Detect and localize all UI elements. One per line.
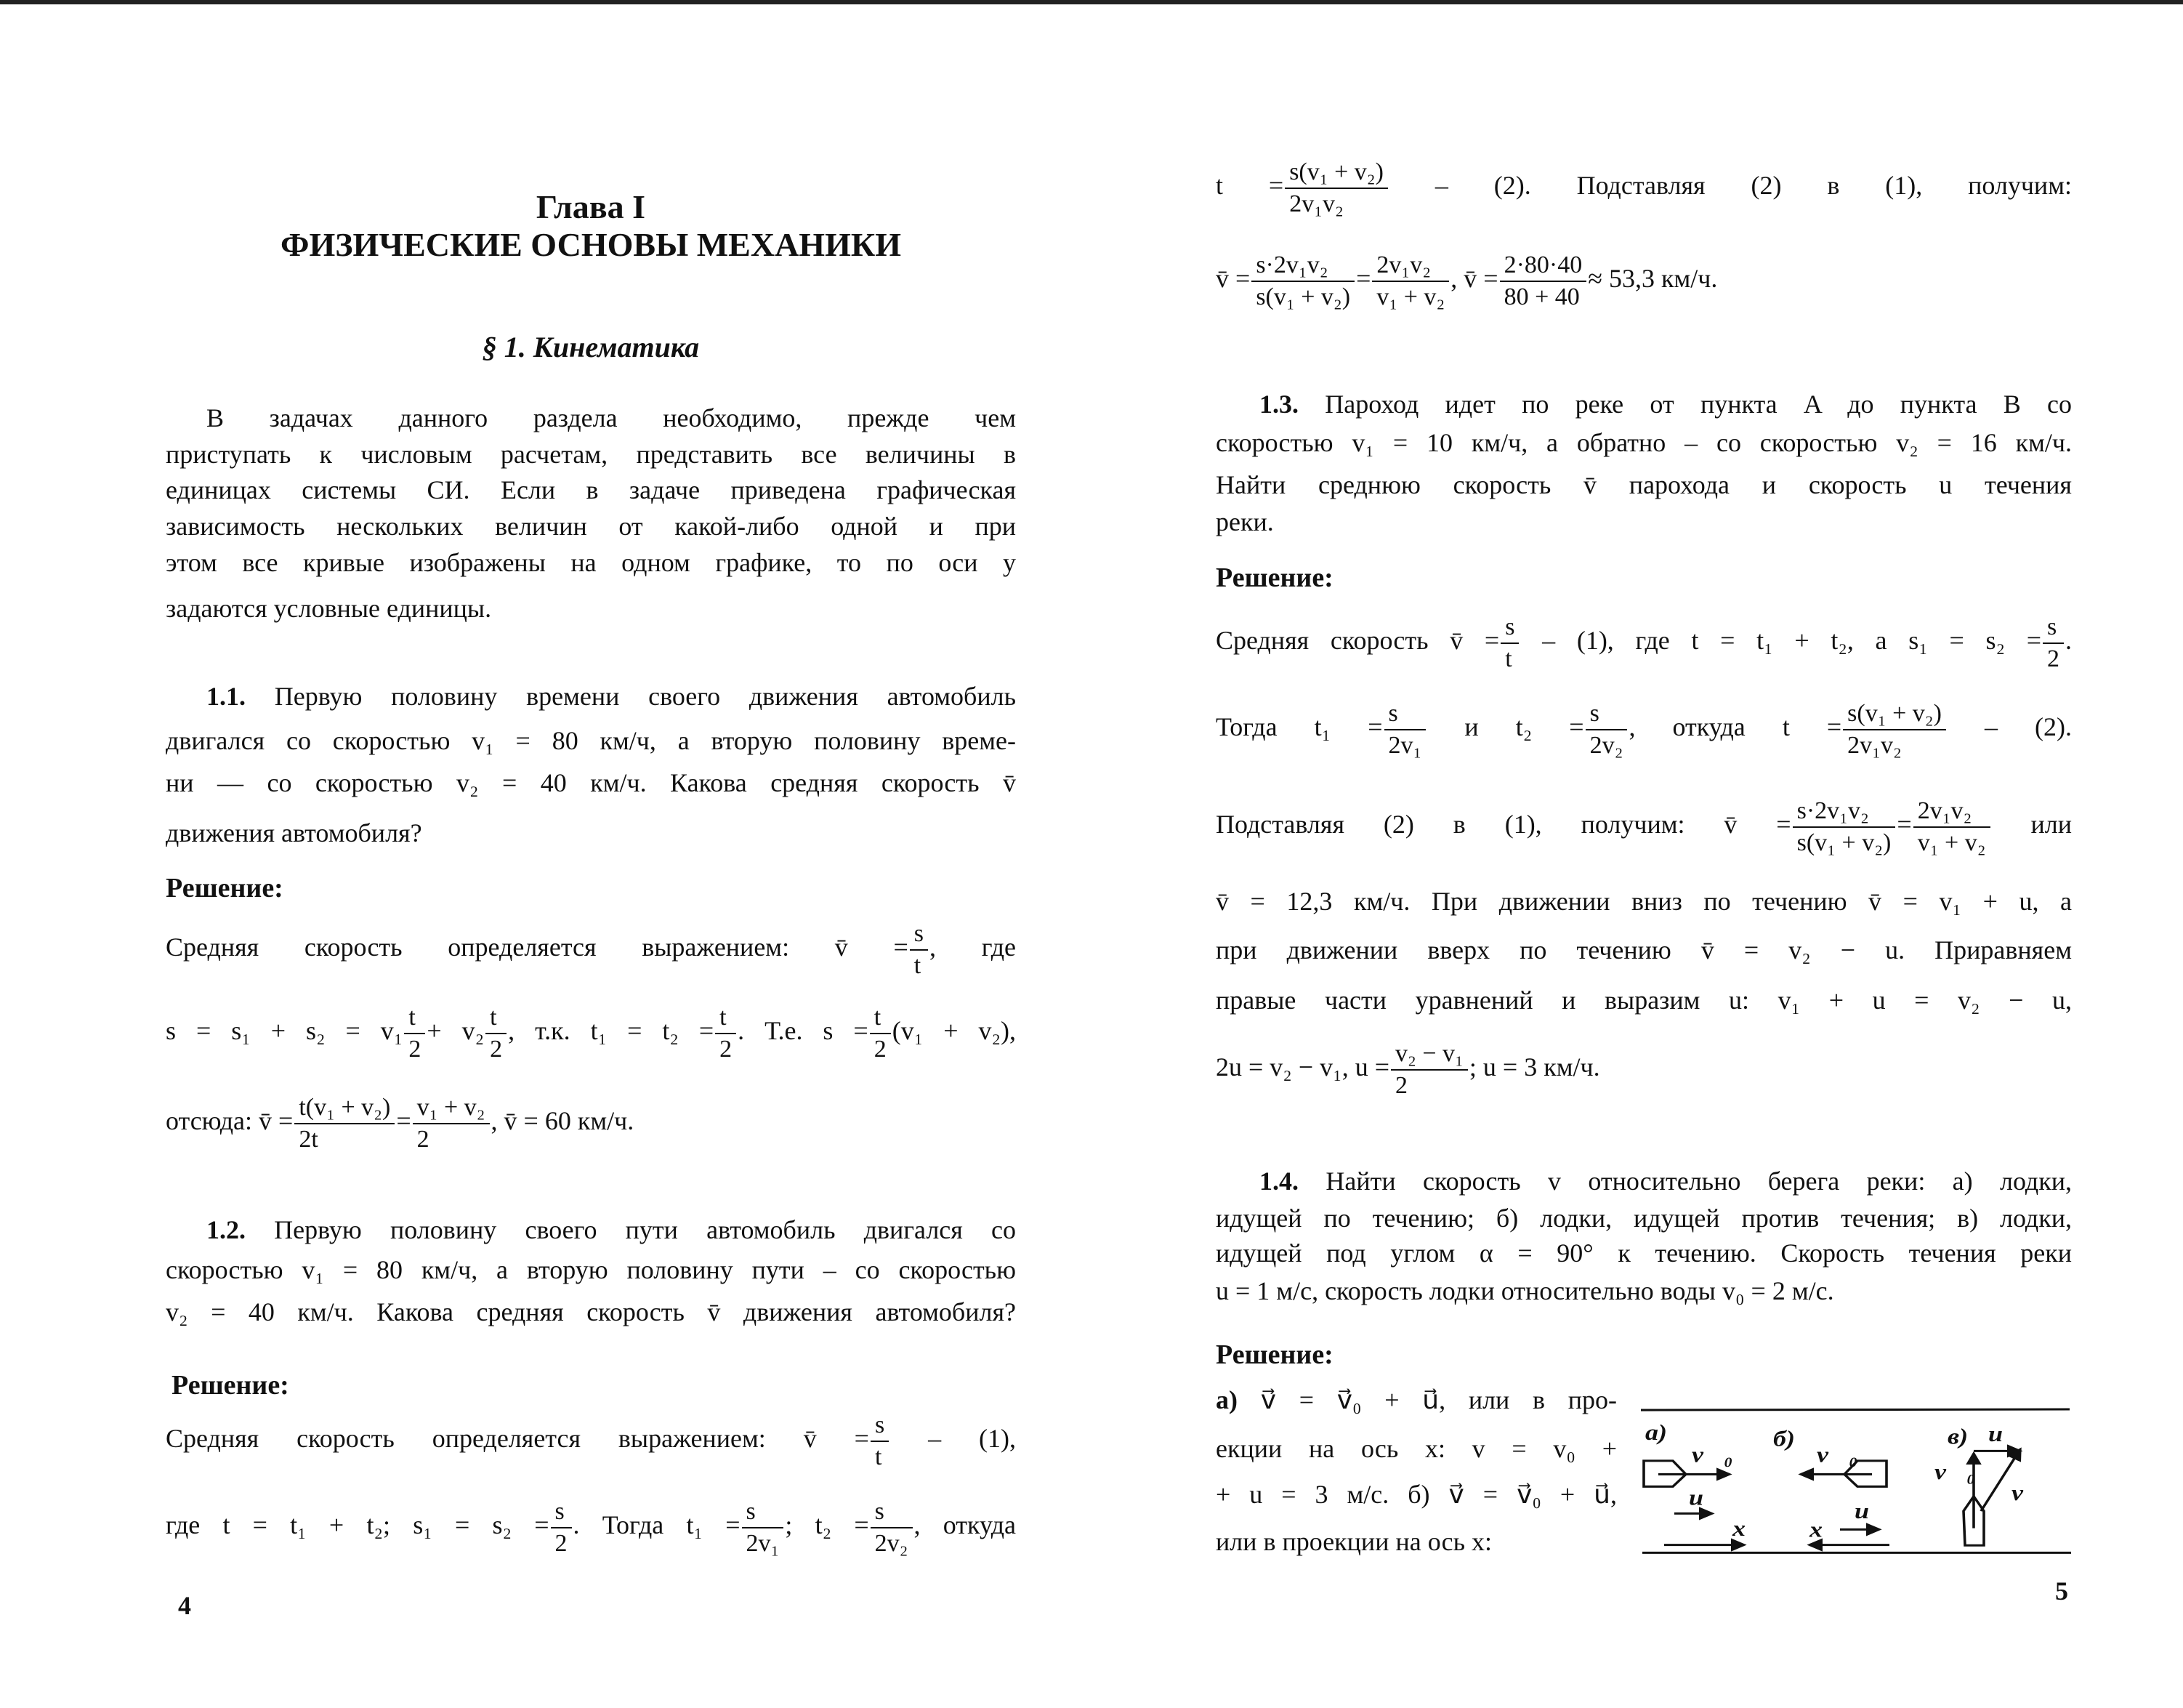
fraction-numerator: s·2v₁v₂ <box>1793 796 1896 828</box>
fraction-denominator: 2 <box>1395 1071 1408 1099</box>
problem-line <box>1216 1202 2072 1234</box>
text-run: ; t₂ = <box>785 1510 869 1539</box>
text-run: v̄ = <box>1216 264 1251 293</box>
text-run: t = <box>1216 171 1284 200</box>
fraction <box>413 1092 490 1155</box>
fraction-denominator: 2v₁v₂ <box>1289 190 1344 217</box>
scan-top-edge <box>0 0 2183 4</box>
text-run: – (2). <box>1947 712 2072 741</box>
text-run: s = s₁ + s₂ = v₁ <box>166 1016 403 1045</box>
text-run: , v̄ = <box>1450 264 1498 293</box>
fraction <box>871 1410 889 1473</box>
problem-number: а) <box>1216 1385 1238 1414</box>
text-run: . Т.е. s = <box>738 1016 868 1045</box>
text-run: , т.к. t₁ = t₂ = <box>508 1016 714 1045</box>
intro-line <box>166 510 1016 542</box>
section-title: § 1. Кинематика <box>482 331 700 363</box>
fraction-denominator: 2 <box>554 1529 568 1557</box>
fraction-numerator: t <box>404 1002 425 1034</box>
text-run: . Тогда t₁ = <box>573 1510 741 1539</box>
problem-line <box>166 767 1016 799</box>
chapter-title: ФИЗИЧЕСКИЕ ОСНОВЫ МЕХАНИКИ <box>280 226 902 263</box>
text-run: скоростью v₁ = 10 км/ч, а обратно – со скоростью v₂ = 16 км/ч. <box>1216 428 2072 457</box>
text-run: Первую половину времени своего движения автомобиль <box>246 682 1016 711</box>
solution-line <box>166 1489 1016 1561</box>
chapter-number: Глава I <box>536 188 646 225</box>
fraction-denominator: v₁ + v₂ <box>1917 829 1986 856</box>
problem-number: 1.3. <box>1259 390 1299 419</box>
problem-line <box>166 680 1016 712</box>
solution-line <box>1216 984 2072 1016</box>
fraction <box>294 1092 395 1155</box>
label-v-c: v⃗ <box>2011 1481 2043 1506</box>
text-run: Найти скорость v относительно берега реки: а) лодки, <box>1299 1167 2072 1196</box>
text-run: u = 1 м/с, скорость лодки относительно воды v₀ = 2 м/с. <box>1216 1276 1834 1305</box>
text-run: Тогда t₁ = <box>1216 712 1383 741</box>
text-run: , v̄ = 60 км/ч. <box>491 1106 634 1135</box>
text-run: Найти среднюю скорость v̄ парохода и скорость u течения <box>1216 470 2072 499</box>
fraction-denominator: 2 <box>408 1035 421 1063</box>
fraction <box>715 1002 736 1065</box>
problem-number: 1.4. <box>1259 1167 1299 1196</box>
text-run: зависимость нескольких величин от какой-либо одной и при <box>166 512 1016 541</box>
fraction-denominator: 2t <box>299 1125 318 1153</box>
solution-line <box>1216 1031 2072 1103</box>
problem-line <box>1216 1275 2072 1307</box>
fraction <box>1384 698 1427 761</box>
fraction <box>551 1496 572 1559</box>
fraction-numerator: 2v₁v₂ <box>1913 796 1990 828</box>
text-run: реки. <box>1216 507 1274 536</box>
intro-line <box>166 547 1016 579</box>
fraction <box>1372 250 1449 313</box>
text-run: , откуда t = <box>1629 712 1842 741</box>
text-run: + v₂ <box>427 1016 485 1045</box>
fraction <box>1285 157 1388 219</box>
text-run: В задачах данного раздела необходимо, прежде чем <box>206 403 1016 432</box>
text-run: ≈ 53,3 км/ч. <box>1588 264 1718 293</box>
fraction-numerator: 2v₁v₂ <box>1372 250 1449 282</box>
fraction <box>871 1496 913 1559</box>
problem-line <box>1216 506 2072 538</box>
fraction-numerator: t(v₁ + v₂) <box>294 1092 395 1124</box>
fraction-numerator: s <box>871 1496 913 1528</box>
solution-label: Решение: <box>1216 1340 1333 1370</box>
text-run: двигался со скоростью v₁ = 80 км/ч, а вторую половину време- <box>166 726 1016 755</box>
problem-number: 1.1. <box>206 682 246 711</box>
text-run: екции на ось x: v = v₀ + <box>1216 1434 1617 1463</box>
fraction-denominator: t <box>1505 645 1512 672</box>
boat-velocity-diagram <box>1628 1366 2078 1570</box>
fraction-numerator: t <box>715 1002 736 1034</box>
solution-line <box>1216 1433 1617 1465</box>
page-number: 4 <box>178 1591 191 1620</box>
fraction-numerator: s <box>742 1496 784 1528</box>
fraction-numerator: s <box>1586 698 1628 730</box>
text-run: Средняя скорость v̄ = <box>1216 626 1500 655</box>
text-run: движения автомобиля? <box>166 818 422 847</box>
fraction-numerator: 2·80·40 <box>1500 250 1587 282</box>
fraction <box>1843 698 1946 761</box>
text-run: Средняя скорость определяется выражением: v̄ = <box>166 932 908 962</box>
label-u-c: u <box>1988 1422 2004 1447</box>
text-run: или <box>1991 810 2072 839</box>
fraction <box>1913 796 1990 858</box>
text-run: , откуда <box>913 1510 1016 1539</box>
text-run: скоростью v₁ = 80 км/ч, а вторую половину пути – со скоростью <box>166 1255 1016 1284</box>
text-run: v⃗ = v⃗₀ + u⃗, или в про- <box>1238 1385 1617 1414</box>
fraction-numerator: s <box>1384 698 1427 730</box>
solution-line <box>166 911 1016 983</box>
problem-line <box>1216 427 2072 459</box>
intro-line <box>166 474 1016 506</box>
solution-label: Решение: <box>172 1370 289 1401</box>
text-run: = <box>1356 264 1371 293</box>
label-a: а) <box>1645 1420 1667 1446</box>
text-run: или в проекции на ось x: <box>1216 1527 1493 1556</box>
solution-label: Решение: <box>1216 563 1333 593</box>
river-bank-top <box>1641 1409 2070 1410</box>
text-run: приступать к числовым расчетам, представить все величины в <box>166 440 1016 469</box>
text-run: отсюда: v̄ = <box>166 1106 294 1135</box>
fraction-denominator: 2 <box>416 1125 429 1153</box>
text-run: ни — со скоростью v₂ = 40 км/ч. Какова средняя скорость v̄ <box>166 768 1016 797</box>
fraction-denominator: 2 <box>2047 645 2059 672</box>
label-v0-a: v⃗₀ <box>1692 1443 1733 1467</box>
fraction <box>910 919 928 981</box>
fraction <box>1391 1039 1468 1101</box>
fraction <box>742 1496 784 1559</box>
label-c: в) <box>1948 1424 1969 1449</box>
fraction-denominator: t <box>874 1443 882 1470</box>
label-v0-c: v⃗₀ <box>1934 1459 1976 1485</box>
solution-line <box>166 1402 1016 1475</box>
text-run: где t = t₁ + t₂; s₁ = s₂ = <box>166 1510 549 1539</box>
fraction-denominator: 2v₁v₂ <box>1847 731 1902 759</box>
fraction-numerator: s <box>871 1410 889 1442</box>
solution-line <box>1216 1526 1617 1558</box>
solution-line <box>1216 885 2072 917</box>
fraction-denominator: 2v₂ <box>1589 731 1623 759</box>
problem-number: 1.2. <box>206 1215 246 1244</box>
fraction-numerator: s(v₁ + v₂) <box>1843 698 1946 730</box>
fraction <box>1500 250 1587 313</box>
fraction-denominator: t <box>913 951 921 979</box>
intro-line <box>166 592 1016 624</box>
text-run: правые части уравнений и выразим u: v₁ + u = v₂ − u, <box>1216 986 2072 1015</box>
problem-line <box>166 1254 1016 1286</box>
fraction-denominator: 80 + 40 <box>1504 283 1580 310</box>
fraction <box>1251 250 1355 313</box>
label-b: б) <box>1773 1427 1795 1451</box>
text-run: + u = 3 м/с. б) v⃗ = v⃗₀ + u⃗, <box>1216 1480 1617 1509</box>
solution-line <box>1216 788 2072 861</box>
fraction-numerator: s·2v₁v₂ <box>1251 250 1355 282</box>
text-run: (v₁ + v₂), <box>892 1016 1016 1045</box>
fraction <box>485 1002 507 1065</box>
text-run: v̄ = 12,3 км/ч. При движении вниз по течению v̄ = v₁ + u, а <box>1216 887 2072 916</box>
fraction-denominator: s(v₁ + v₂) <box>1256 283 1351 310</box>
fraction <box>1501 612 1519 674</box>
fraction <box>870 1002 891 1065</box>
text-run: идущей под углом α = 90° к течению. Скорость течения реки <box>1216 1238 2072 1268</box>
solution-line <box>1216 934 2072 966</box>
problem-line <box>1216 469 2072 501</box>
fraction <box>2043 612 2064 674</box>
page-number: 5 <box>2055 1576 2068 1606</box>
fraction-numerator: s <box>910 919 928 951</box>
fraction-numerator: t <box>870 1002 891 1034</box>
problem-line <box>1216 1165 2072 1197</box>
fraction-numerator: s(v₁ + v₂) <box>1285 157 1388 189</box>
fraction-denominator: 2 <box>490 1035 503 1063</box>
fraction <box>1586 698 1628 761</box>
problem-line <box>166 725 1016 757</box>
text-run: Средняя скорость определяется выражением: v̄ = <box>166 1424 869 1453</box>
text-run: при движении вверх по течению v̄ = v₂ − u. Приравняем <box>1216 935 2072 964</box>
text-run: этом все кривые изображены на одном графике, то по оси y <box>166 548 1016 577</box>
problem-line <box>166 817 1016 849</box>
solution-label: Решение: <box>166 873 283 903</box>
text-run: идущей по течению; б) лодки, идущей против течения; в) лодки, <box>1216 1204 2072 1233</box>
problem-line <box>166 1214 1016 1246</box>
label-u-b: u <box>1855 1499 1870 1524</box>
solution-line <box>1216 242 2072 315</box>
solution-line <box>1216 690 2072 763</box>
fraction-numerator: s <box>2043 612 2064 644</box>
fraction-denominator: 2v₁ <box>1388 731 1422 759</box>
text-run: Первую половину своего пути автомобиль двигался со <box>246 1215 1016 1244</box>
fraction-denominator: 2 <box>873 1035 887 1063</box>
label-x-b: x <box>1809 1518 1823 1542</box>
text-run: . <box>2065 626 2072 655</box>
text-run: – (1), <box>890 1424 1017 1453</box>
text-run: v₂ = 40 км/ч. Какова средняя скорость v̄ движения автомобиля? <box>166 1297 1016 1326</box>
label-u-a: u <box>1689 1486 1704 1510</box>
solution-line <box>1216 1478 1617 1510</box>
intro-line <box>166 438 1016 470</box>
fraction-numerator: s <box>551 1496 572 1528</box>
text-run: Подставляя (2) в (1), получим: v̄ = <box>1216 810 1791 839</box>
solution-line <box>1216 1384 1617 1416</box>
text-run: задаются условные единицы. <box>166 594 492 623</box>
intro-line <box>166 402 1016 434</box>
text-run: = <box>396 1106 411 1135</box>
problem-line <box>1216 1237 2072 1269</box>
fraction-denominator: s(v₁ + v₂) <box>1796 829 1892 856</box>
text-run: ; u = 3 км/ч. <box>1469 1052 1600 1081</box>
fraction-numerator: v₂ − v₁ <box>1391 1039 1468 1071</box>
fraction-denominator: 2 <box>719 1035 733 1063</box>
solution-line <box>166 994 1016 1067</box>
fraction <box>1793 796 1896 858</box>
fraction-numerator: v₁ + v₂ <box>413 1092 490 1124</box>
text-run: 2u = v₂ − v₁, u = <box>1216 1052 1390 1081</box>
fraction-numerator: s <box>1501 612 1519 644</box>
problem-line <box>166 1296 1016 1328</box>
text-run: и t₂ = <box>1427 712 1584 741</box>
text-run: единицах системы СИ. Если в задаче приведена графическая <box>166 475 1016 504</box>
fraction <box>404 1002 425 1065</box>
solution-line <box>166 1084 1016 1157</box>
fraction-denominator: 2v₂ <box>874 1529 908 1557</box>
text-run: – (2). Подставляя (2) в (1), получим: <box>1389 171 2072 200</box>
fraction-numerator: t <box>485 1002 507 1034</box>
fraction-denominator: 2v₁ <box>746 1529 780 1557</box>
solution-line <box>1216 149 2072 222</box>
solution-line <box>1216 604 2072 677</box>
text-run: – (1), где t = t₁ + t₂, а s₁ = s₂ = <box>1520 626 2041 655</box>
fraction-denominator: v₁ + v₂ <box>1376 283 1445 310</box>
label-x-a: x <box>1732 1516 1746 1542</box>
text-run: , где <box>929 932 1016 962</box>
label-v0-b: v⃗₀ <box>1817 1443 1858 1467</box>
text-run: = <box>1897 810 1912 839</box>
text-run: Пароход идет по реке от пункта A до пункта B со <box>1299 390 2072 419</box>
problem-line <box>1216 388 2072 420</box>
